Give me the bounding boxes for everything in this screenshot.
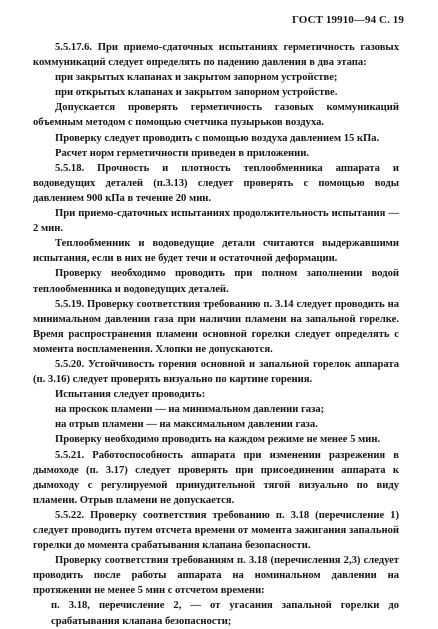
paragraph-5-5-20: 5.5.20. Устойчивость горения основной и запальной горелок аппарата (п. 3.16) следует проверять визуально по картине горения. <box>33 358 399 386</box>
paragraph-heat-exchanger-pass: Теплообменник и водоведущие детали считаются выдержавшими испытания, если в них не будет течи и остаточной деформации. <box>33 238 399 265</box>
paragraph-tests-conducted: Испытания следует проводить: <box>55 389 206 401</box>
paragraph-requirements-3-18: Проверку соответствия требованиям п. 3.18 (перечисления 2,3) следует проводить после работы аппарата на номинальном давлении на протяжении не менее 5 мин с отсчетом времени: <box>33 555 399 597</box>
document-body <box>33 40 399 629</box>
paragraph-each-mode: Проверку необходимо проводить на каждом режиме не менее 5 мин. <box>55 434 381 446</box>
paragraph-filled-with-water: Проверку необходимо проводить при полном заполнении водой теплообменника и водоведущих деталей. <box>33 268 399 295</box>
paragraph-flame-lift: на отрыв пламени — на максимальном давлении газа. <box>55 419 318 431</box>
paragraph-closed-valves: при закрытых клапанах и закрытом запорном устройстве; <box>55 72 338 84</box>
paragraph-flashback: на проскок пламени — на минимальном давлении газа; <box>55 404 325 416</box>
paragraph-volumetric-method: Допускается проверять герметичность газовых коммуникаций объемным методом с помощью счетчика пузырьков воздуха. <box>33 102 399 129</box>
paragraph-calculation-appendix: Расчет норм герметичности приведен в приложении. <box>55 147 309 159</box>
paragraph-open-valves: при открытых клапанах и закрытом запорном устройстве. <box>55 87 338 99</box>
page-header: ГОСТ 19910—94 С. 19 <box>291 14 404 26</box>
paragraph-5-5-21: 5.5.21. Работоспособность аппарата при изменении разрежения в дымоходе (п. 3.17) следует проверять при присоединении аппарата к дымоходу с регулируемой принудительной тягой визуально по виду пламени. Отрыв пламени не допускается. <box>33 449 399 506</box>
paragraph-5-5-19: 5.5.19. Проверку соответствия требованию п. 3.14 следует проводить на минимальном давлении газа при наличии пламени на запальной горелке. Время распространения пламени основной горелки следует определять с момента воспламенения. Хлопки не допускаются. <box>33 298 399 355</box>
paragraph-test-duration: При приемо-сдаточных испытаниях продолжительность испытания — 2 мин. <box>33 208 399 235</box>
paragraph-3-18-item-2: п. 3.18, перечисление 2, — от угасания запальной горелки до срабатывания клапана безопасности; <box>51 600 399 627</box>
paragraph-air-pressure: Проверку следует проводить с помощью воздуха давлением 15 кПа. <box>55 132 380 144</box>
paragraph-5-5-18: 5.5.18. Прочность и плотность теплообменника аппарата и водоведущих деталей (п.3.13) следует проверять с помощью воды давлением 900 кПа в течение 20 мин. <box>33 162 399 204</box>
paragraph-5-5-22: 5.5.22. Проверку соответствия требованию п. 3.18 (перечисление 1) следует проводить путем отсчета времени от момента зажигания запальной горелки до момента срабатывания клапана безопасности. <box>33 509 399 552</box>
paragraph-5-5-17-6: 5.5.17.6. При приемо-сдаточных испытаниях герметичность газовых коммуникаций следует определять по падению давления в два этапа: <box>33 42 399 69</box>
